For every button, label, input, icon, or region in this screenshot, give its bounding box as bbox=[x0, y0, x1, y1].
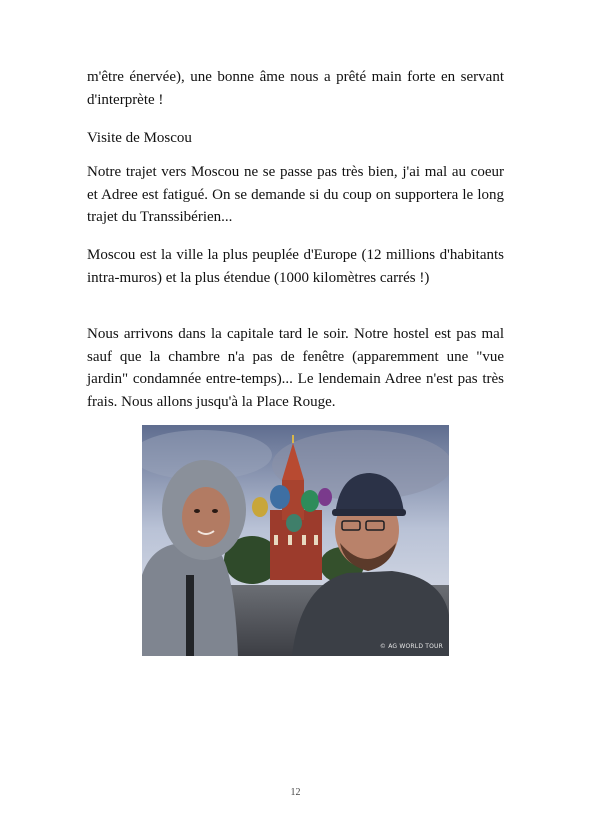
selfie-photo-red-square bbox=[142, 425, 449, 656]
section-heading: Visite de Moscou bbox=[87, 130, 192, 146]
photo-watermark: © AG WORLD TOUR bbox=[379, 643, 443, 650]
paragraph-arrival: Nous arrivons dans la capitale tard le soir. Notre hostel est pas mal sauf que la chambre n'a pas de fenêtre (apparemment une "vue jardin" condamnée entre-temps)... Le lendemain Adree n'est pas très frais. Nous allons jusqu'à la Place Rouge. bbox=[87, 326, 504, 410]
paragraph-moscow-facts: Moscou est la ville la plus peuplée d'Europe (12 millions d'habitants intra-muros) et la plus étendue (1000 kilomètres carrés !) bbox=[87, 247, 504, 286]
paragraph-journey: Notre trajet vers Moscou ne se passe pas très bien, j'ai mal au coeur et Adree est fatigué. On se demande si du coup on supportera le long trajet du Transsibérien... bbox=[87, 164, 504, 225]
paragraph-intro: m'être énervée), une bonne âme nous a prêté main forte en servant d'interprète ! bbox=[87, 69, 504, 108]
page-number: 12 bbox=[290, 787, 301, 798]
